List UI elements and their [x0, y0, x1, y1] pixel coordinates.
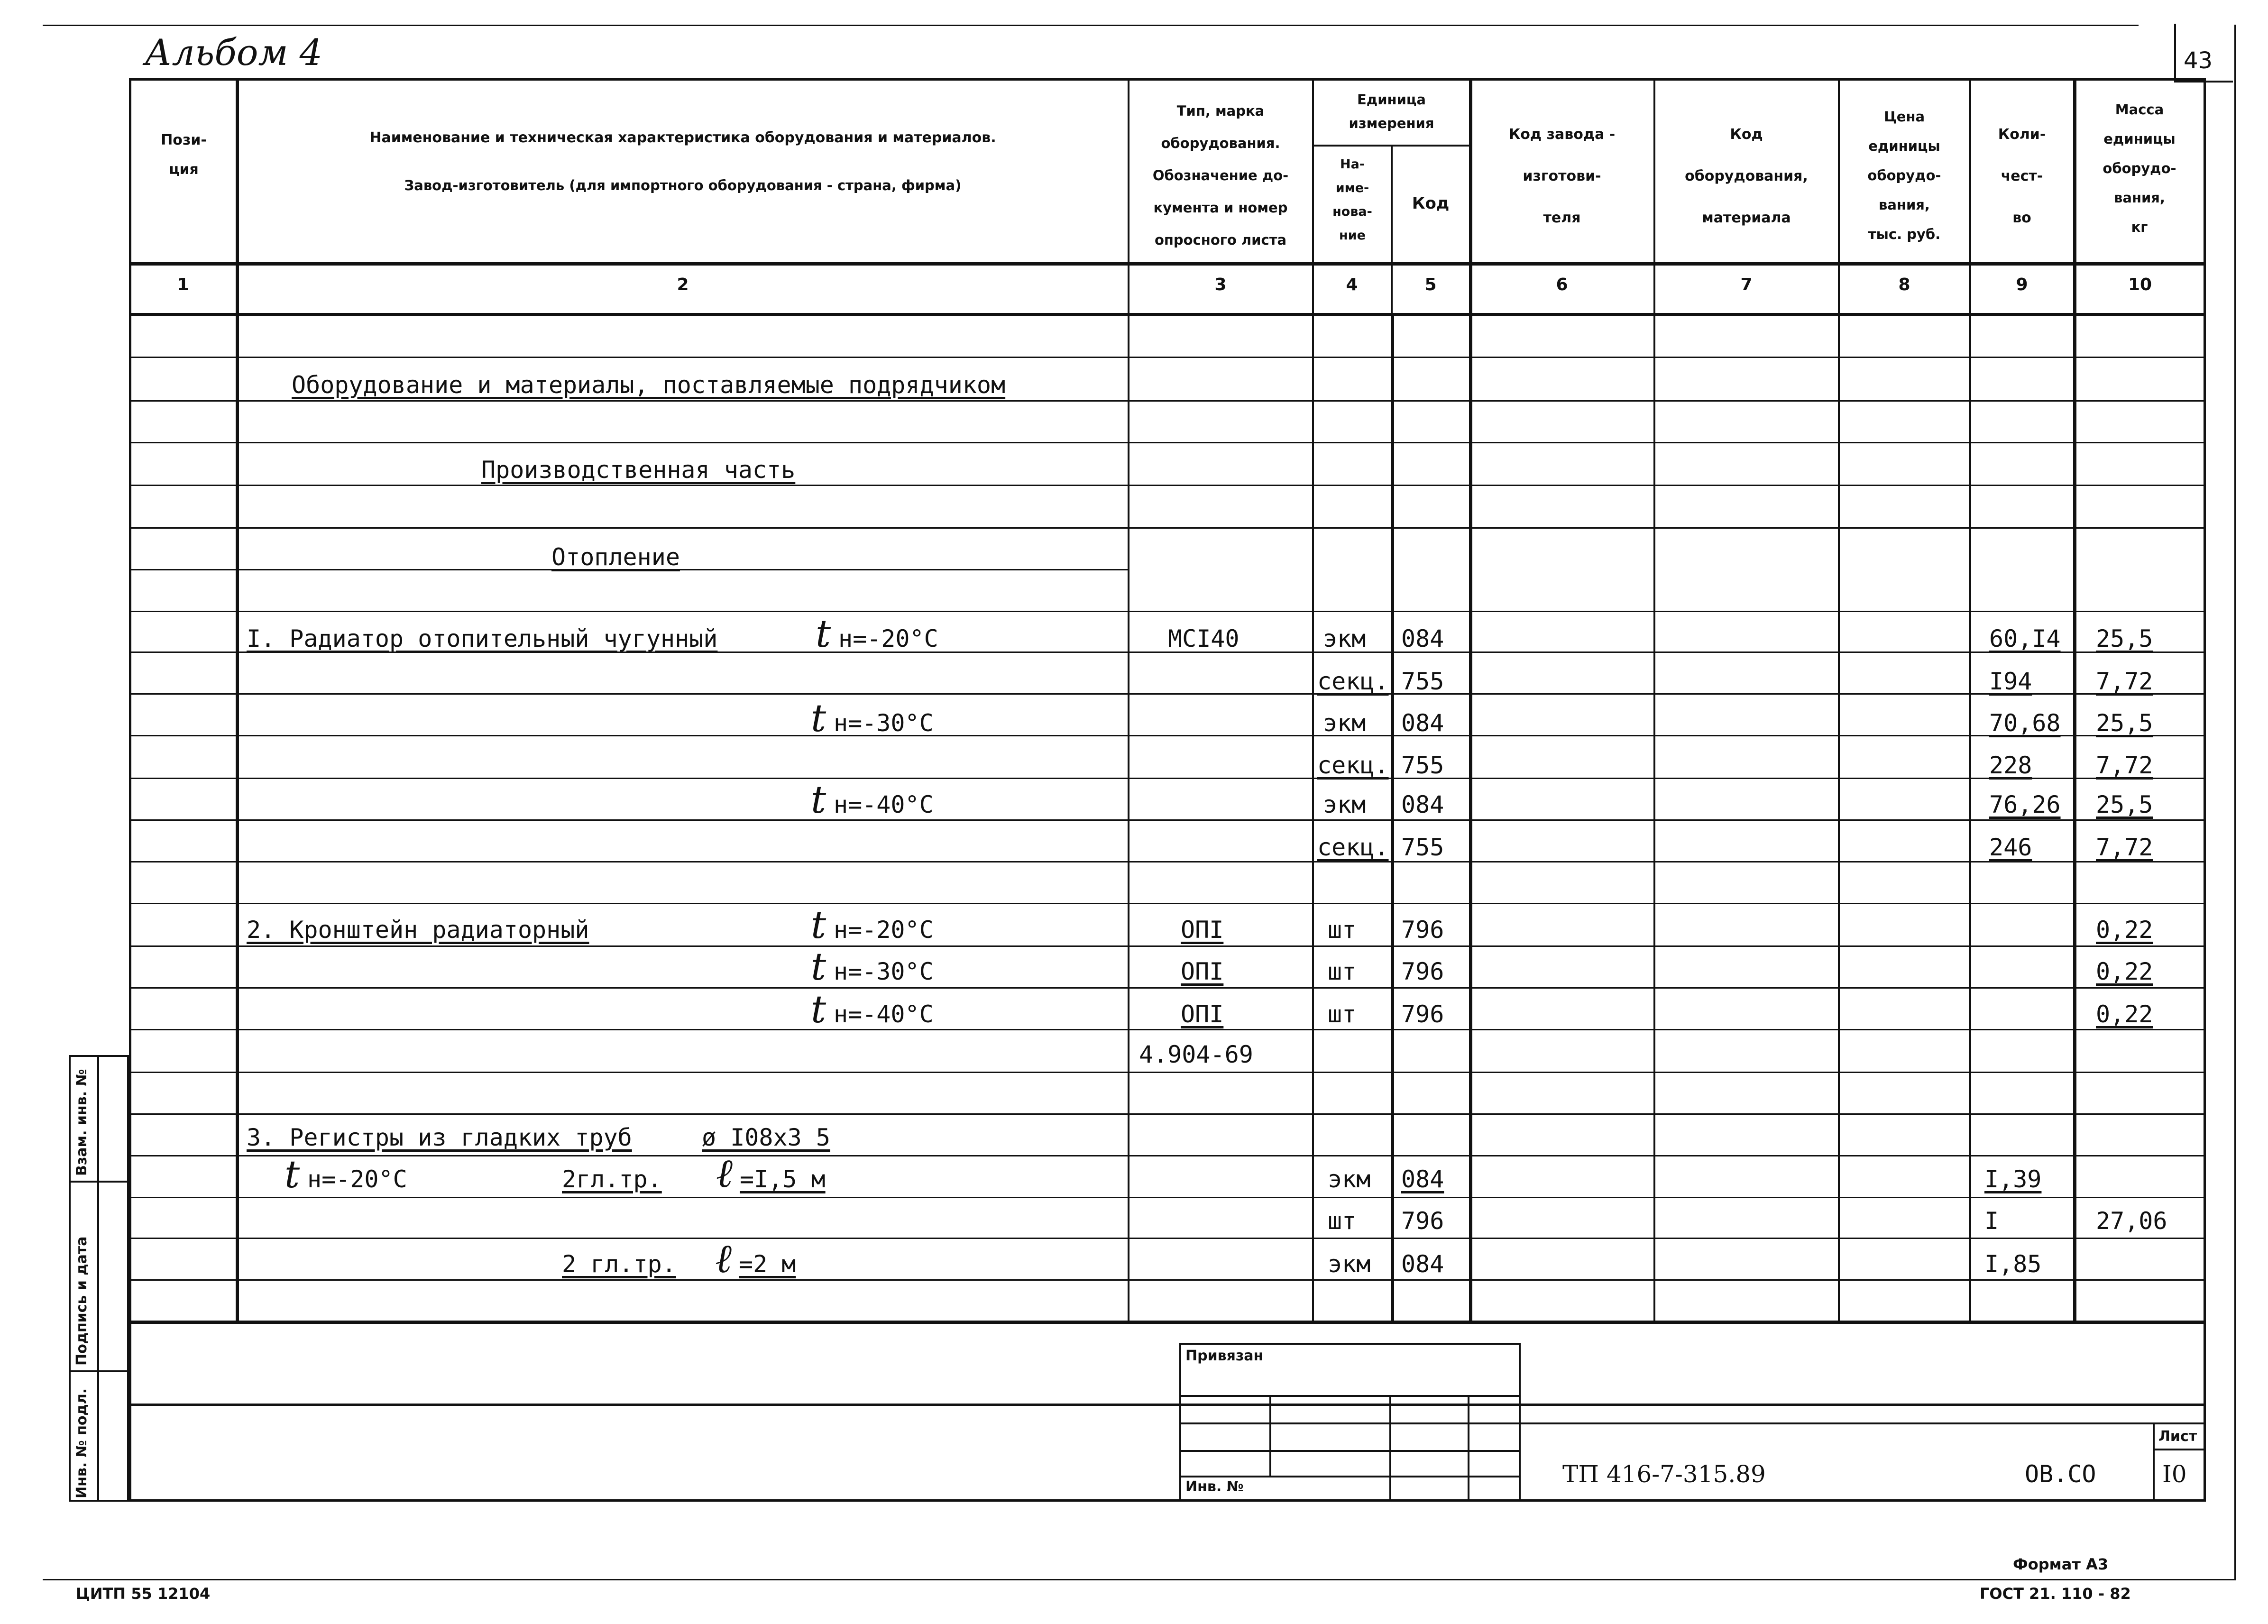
- r1-mass: 25,5: [2096, 625, 2153, 652]
- colnum-2: 2: [677, 275, 689, 294]
- privyazan-line: [1179, 1450, 1521, 1452]
- r12-code: 084: [1401, 1250, 1444, 1278]
- row-line: [129, 485, 2206, 486]
- r3-code: 084: [1401, 709, 1444, 737]
- item1-type: МСI40: [1168, 625, 1240, 652]
- row-line: [129, 735, 2206, 736]
- colnum-7: 7: [1740, 275, 1753, 294]
- row-line: [129, 693, 2206, 695]
- right-frame-line: [2234, 25, 2236, 1580]
- r11-unit: шт: [1328, 1207, 1357, 1235]
- section-title-contractor: Оборудование и материалы, поставляемые подрядчиком: [292, 371, 1006, 399]
- col-line-4: [1391, 315, 1394, 1321]
- r12-unit: экм: [1328, 1250, 1371, 1278]
- header-name-line1: Наименование и техническая характеристика оборудования и материалов.: [369, 129, 996, 146]
- side-label-podpis: Подпись и дата: [73, 1236, 90, 1366]
- r6-mass: 7,72: [2096, 834, 2153, 861]
- r9-temp: н=-40°С: [834, 1000, 934, 1028]
- t-symbol: t: [811, 987, 826, 1031]
- t-symbol: t: [816, 612, 831, 656]
- r8-unit: шт: [1328, 958, 1357, 985]
- header-quantity: Коли- чест- во: [1998, 126, 2046, 226]
- header-unit-code: Код: [1412, 194, 1450, 213]
- r10-qty: I,39: [1984, 1165, 2042, 1193]
- privyazan-col: [1269, 1395, 1271, 1476]
- row-line: [129, 903, 2206, 904]
- r10-length: =I,5 м: [740, 1165, 826, 1193]
- item1-temp: н=-20°С: [838, 625, 938, 652]
- privyazan-line: [1179, 1422, 1521, 1424]
- doc-mark: ОВ.СО: [2025, 1460, 2096, 1488]
- sheet-box-line: [2153, 1449, 2206, 1450]
- t-symbol: t: [811, 696, 826, 740]
- colnum-9: 9: [2016, 275, 2028, 294]
- item2-name: 2. Кронштейн радиаторный: [247, 916, 589, 944]
- row-line: [129, 1238, 2206, 1239]
- privyazan-label: Привязан: [1185, 1348, 1264, 1364]
- privyazan-col: [1389, 1395, 1391, 1502]
- privyazan-line: [1179, 1395, 1521, 1397]
- privyazan-col: [1468, 1395, 1469, 1502]
- l-symbol: ℓ: [716, 1150, 733, 1196]
- header-unit-name: На- име- нова- ние: [1332, 157, 1372, 243]
- item3-name: 3. Регистры из гладких труб: [247, 1124, 632, 1151]
- r12-qty: I,85: [1984, 1250, 2042, 1278]
- row-line: [129, 778, 2206, 779]
- top-border-line: [43, 25, 2139, 26]
- side-label-inv-podl: Инв. № подл.: [73, 1388, 90, 1498]
- colnum-3: 3: [1214, 275, 1227, 294]
- r9-type: ОПI: [1181, 1000, 1224, 1028]
- row-line: [129, 987, 2206, 989]
- side-strip-line: [69, 1370, 129, 1372]
- corner-page-number: 43: [2184, 47, 2213, 74]
- r8-type: ОПI: [1181, 958, 1224, 985]
- header-position: Пози- ция: [161, 132, 207, 178]
- r1-unit: экм: [1323, 625, 1366, 652]
- r4-mass: 7,72: [2096, 752, 2153, 779]
- side-strip-divider: [97, 1055, 99, 1502]
- album-label: Альбом 4: [145, 31, 322, 73]
- section-title-heating: Отопление: [551, 543, 680, 571]
- r10-code: 084: [1401, 1165, 1444, 1193]
- item3-dimension: ø I08х3 5: [702, 1124, 830, 1151]
- stamp-area: [129, 1321, 2206, 1502]
- t-symbol: t: [811, 778, 826, 822]
- r10-pipes: 2гл.тр.: [562, 1165, 662, 1193]
- footer-left-code: ЦИТП 55 12104: [76, 1585, 211, 1603]
- r1-qty: 60,I4: [1989, 625, 2061, 652]
- row-line: [129, 1113, 2206, 1115]
- colnum-1: 1: [177, 275, 189, 294]
- r5-mass: 25,5: [2096, 791, 2153, 818]
- t-symbol: t: [811, 903, 826, 947]
- header-bottom-line: [129, 262, 2206, 266]
- t-symbol: t: [811, 945, 826, 989]
- r2-qty: I94: [1989, 668, 2032, 695]
- r2-code: 755: [1401, 668, 1444, 695]
- row-line: [129, 611, 2206, 612]
- r8-code: 796: [1401, 958, 1444, 985]
- r6-unit: секц.: [1317, 834, 1389, 861]
- side-strip-line: [69, 1181, 129, 1183]
- r12-length: =2 м: [739, 1250, 796, 1278]
- r6-code: 755: [1401, 834, 1444, 861]
- r7-temp: н=-20°С: [834, 916, 934, 944]
- r9-mass: 0,22: [2096, 1000, 2153, 1028]
- row-line: [129, 1279, 2206, 1281]
- r12-pipes: 2 гл.тр.: [562, 1250, 676, 1278]
- r7-mass: 0,22: [2096, 916, 2153, 944]
- r11-qty: I: [1984, 1207, 1999, 1235]
- r9-code: 796: [1401, 1000, 1444, 1028]
- r7-code: 796: [1401, 916, 1444, 944]
- footer-gost: ГОСТ 21. 110 - 82: [1980, 1585, 2131, 1603]
- footer-format: Формат А3: [2013, 1555, 2109, 1573]
- bottom-frame-line: [43, 1579, 2236, 1580]
- privyazan-line: [1179, 1476, 1521, 1477]
- r4-code: 755: [1401, 752, 1444, 779]
- r2-unit: секц.: [1317, 668, 1389, 695]
- row-line: [129, 1197, 2206, 1198]
- r3-mass: 25,5: [2096, 709, 2153, 737]
- colnum-4: 4: [1346, 275, 1358, 294]
- r8-mass: 0,22: [2096, 958, 2153, 985]
- r4-unit: секц.: [1317, 752, 1389, 779]
- row-line: [129, 442, 2206, 443]
- header-factory-code: Код завода - изготови- теля: [1508, 126, 1616, 226]
- row-line: [129, 1155, 2206, 1156]
- row-line: [129, 819, 2206, 821]
- row-line: [129, 400, 2206, 402]
- colnum-bottom-line: [129, 313, 2206, 316]
- doc-reference: 4.904-69: [1139, 1041, 1253, 1068]
- r11-mass: 27,06: [2096, 1207, 2167, 1235]
- row-line: [129, 945, 2206, 947]
- r2-mass: 7,72: [2096, 668, 2153, 695]
- inv-no-label: Инв. №: [1185, 1478, 1244, 1495]
- r3-qty: 70,68: [1989, 709, 2061, 737]
- header-type: Тип, марка оборудования. Обозначение до- кумента и номер опросного листа: [1152, 103, 1289, 248]
- colnum-10: 10: [2128, 275, 2152, 294]
- stamp-title-line: [1521, 1422, 2206, 1424]
- t30-label: н=-30°С: [834, 709, 934, 737]
- doc-code: ТП 416-7-315.89: [1562, 1460, 1766, 1488]
- sheet-number: I0: [2162, 1460, 2187, 1488]
- t-symbol: t: [285, 1152, 300, 1196]
- header-equipment-code: Код оборудования, материала: [1685, 126, 1808, 226]
- r8-temp: н=-30°С: [834, 958, 934, 985]
- row-line: [129, 357, 2206, 358]
- row-line: [129, 1029, 2206, 1030]
- r5-unit: экм: [1323, 791, 1366, 818]
- r3-unit: экм: [1323, 709, 1366, 737]
- sheet-label: Лист: [2158, 1428, 2197, 1445]
- row-line: [129, 527, 2206, 529]
- header-unit-group: Единица измерения: [1349, 92, 1434, 131]
- colnum-6: 6: [1556, 275, 1568, 294]
- r9-unit: шт: [1328, 1000, 1357, 1028]
- colnum-5: 5: [1424, 275, 1437, 294]
- r11-code: 796: [1401, 1207, 1444, 1235]
- side-label-vzam: Взам. инв. №: [73, 1069, 90, 1176]
- r10-unit: экм: [1328, 1165, 1371, 1193]
- row-line: [129, 1072, 2206, 1073]
- r1-code: 084: [1401, 625, 1444, 652]
- header-mass: Масса единицы оборудо- вания, кг: [2103, 101, 2176, 235]
- header-price: Цена единицы оборудо- вания, тыс. руб.: [1867, 109, 1941, 242]
- t40-label: н=-40°С: [834, 791, 934, 818]
- r7-unit: шт: [1328, 916, 1357, 944]
- r5-code: 084: [1401, 791, 1444, 818]
- row-line: [129, 861, 2206, 862]
- unit-group-divider: [1312, 145, 1469, 147]
- r7-type: ОПI: [1181, 916, 1224, 944]
- item1-name: I. Радиатор отопительный чугунный: [247, 625, 718, 652]
- header-name-line2: Завод-изготовитель (для импортного оборудования - страна, фирма): [404, 177, 962, 193]
- r5-qty: 76,26: [1989, 791, 2061, 818]
- r10-temp: н=-20°С: [307, 1165, 407, 1193]
- r6-qty: 246: [1989, 834, 2032, 861]
- colnum-8: 8: [1898, 275, 1910, 294]
- r4-qty: 228: [1989, 752, 2032, 779]
- section-title-production: Производственная часть: [481, 456, 796, 484]
- l-symbol: ℓ: [715, 1235, 732, 1282]
